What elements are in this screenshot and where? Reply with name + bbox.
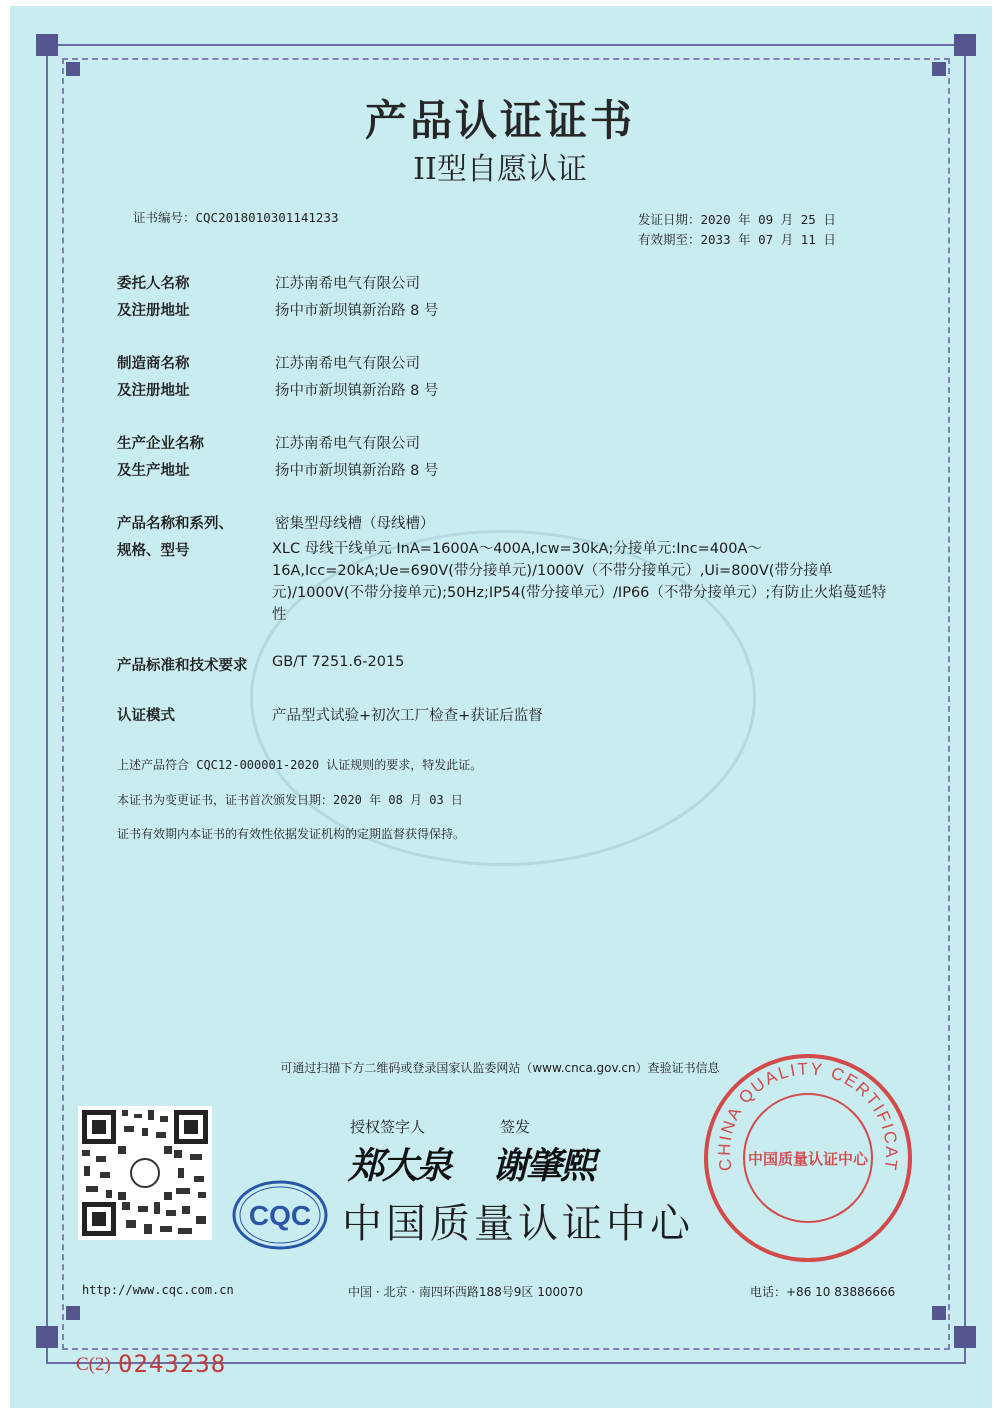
product-spec-label: 规格、型号 — [117, 543, 190, 559]
issuer-signature: 谢肇熙 — [492, 1145, 595, 1187]
certificate-number: 证书编号：CQC2018010301141233 — [133, 210, 339, 225]
mode-value: 产品型式试验+初次工厂检查+获证后监督 — [272, 708, 543, 724]
client-label: 委托人名称 — [117, 276, 190, 292]
factory-address: 扬中市新坝镇新治路 8 号 — [275, 463, 439, 479]
corner-ornament-tr — [954, 34, 976, 56]
corner-ornament-br — [954, 1326, 976, 1348]
official-seal — [702, 1052, 914, 1264]
verify-note: 可通过扫描下方二维码或登录国家认监委网站（www.cnca.gov.cn）查验证书信息 — [280, 1061, 720, 1075]
certificate-title: 产品认证证书 — [364, 96, 635, 145]
manufacturer-address: 扬中市新坝镇新治路 8 号 — [275, 383, 439, 399]
qr-code[interactable] — [78, 1106, 212, 1240]
corner-ornament-br-inner — [932, 1306, 946, 1320]
signatory-label: 授权签字人 — [350, 1118, 426, 1136]
corner-ornament-tl-inner — [66, 62, 80, 76]
seal-ring-text: CHINA QUALITY CERTIFICAT — [714, 1059, 902, 1174]
standard-value: GB/T 7251.6-2015 — [272, 654, 405, 670]
qr-center-logo — [130, 1158, 160, 1188]
product-spec-line: 性 — [272, 607, 287, 623]
cqc-logo-graphic — [232, 1180, 328, 1250]
client-name: 江苏南希电气有限公司 — [275, 276, 420, 292]
product-name: 密集型母线槽（母线槽） — [275, 516, 435, 532]
cqc-logo-text: CQC — [248, 1200, 312, 1231]
serial-number: 0243238 — [118, 1350, 227, 1378]
change-statement: 本证书为变更证书，证书首次颁发日期：2020 年 08 月 03 日 — [117, 793, 463, 807]
factory-name: 江苏南希电气有限公司 — [275, 436, 420, 452]
issuer-label: 签发 — [500, 1118, 531, 1136]
product-spec-line: XLC 母线干线单元 InA=1600A～400A,Icw=30kA;分接单元:Inc=400A～ — [272, 541, 762, 557]
certificate-subtitle: II型自愿认证 — [413, 152, 587, 187]
seal-graphic — [702, 1052, 914, 1264]
corner-ornament-tr-inner — [932, 62, 946, 76]
corner-ornament-bl-inner — [66, 1306, 80, 1320]
manufacturer-label: 制造商名称 — [117, 356, 190, 372]
issue-date: 发证日期：2020 年 09 月 25 日 — [638, 212, 836, 227]
product-spec-line: 16A,Icc=20kA;Ue=690V(带分接单元)/1000V（不带分接单元）,Ui=800V(带分接单 — [272, 563, 833, 579]
valid-until: 有效期至：2033 年 07 月 11 日 — [638, 232, 836, 247]
manufacturer-name: 江苏南希电气有限公司 — [275, 356, 420, 372]
client-address: 扬中市新坝镇新治路 8 号 — [275, 303, 439, 319]
seal-center-text: 中国质量认证中心 — [747, 1150, 869, 1168]
website-url[interactable]: http://www.cqc.com.cn — [82, 1283, 234, 1297]
cqc-logo — [232, 1180, 328, 1250]
standard-label: 产品标准和技术要求 — [117, 658, 248, 674]
organization-name: 中国质量认证中心 — [342, 1201, 694, 1247]
serial-prefix: C(2) — [76, 1354, 111, 1375]
signatory-signature: 郑大泉 — [348, 1145, 451, 1187]
factory-address-label: 及生产地址 — [117, 463, 190, 479]
manufacturer-address-label: 及注册地址 — [117, 383, 190, 399]
product-spec — [272, 538, 912, 626]
client-address-label: 及注册地址 — [117, 303, 190, 319]
mode-label: 认证模式 — [117, 708, 175, 724]
product-spec-line: 元)/1000V(不带分接单元);50Hz;IP54(带分接单元）/IP66（不带分接单元）;有防止火焰蔓延特 — [272, 585, 887, 601]
office-address: 中国 · 北京 · 南四环西路188号9区 100070 — [348, 1285, 584, 1299]
corner-ornament-tl — [36, 34, 58, 56]
product-label: 产品名称和系列、 — [117, 516, 233, 532]
corner-ornament-bl — [36, 1326, 58, 1348]
factory-label: 生产企业名称 — [117, 436, 204, 452]
phone-number: 电话：+86 10 83886666 — [750, 1285, 896, 1299]
compliance-statement: 上述产品符合 CQC12-000001-2020 认证规则的要求，特发此证。 — [117, 758, 483, 772]
validity-statement: 证书有效期内本证书的有效性依据发证机构的定期监督获得保持。 — [117, 827, 466, 841]
